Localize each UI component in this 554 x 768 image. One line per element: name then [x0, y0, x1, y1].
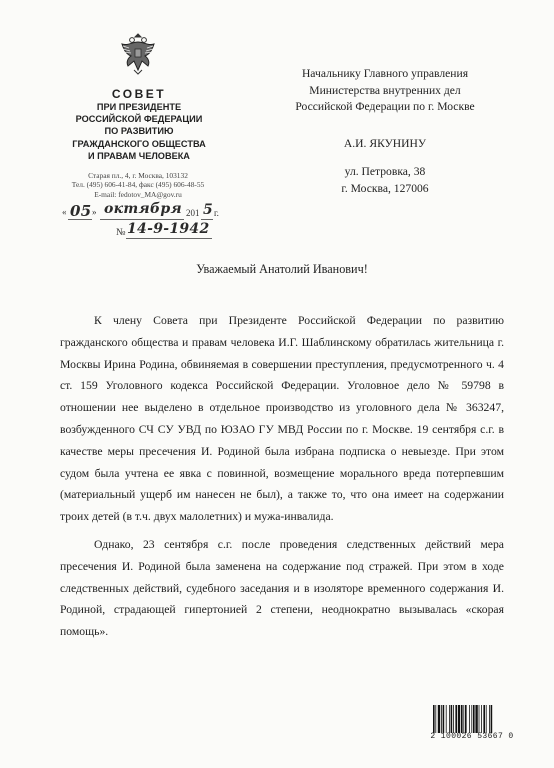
- addressee-block: [266, 66, 504, 197]
- addressee-street: ул. Петровка, 38: [344, 165, 426, 178]
- organization-line: РОССИЙСКОЙ ФЕДЕРАЦИИ: [75, 114, 203, 125]
- addressee-name: А.И. ЯКУНИНУ: [343, 136, 427, 150]
- addressee-position: Российской Федерации по г. Москве: [295, 100, 475, 113]
- addressee-city: г. Москва, 127006: [341, 181, 429, 195]
- date-month-underline: [100, 219, 184, 220]
- date-year-suffix: 5: [203, 202, 214, 218]
- date-day: 05: [70, 202, 92, 220]
- letter-number: [116, 221, 216, 241]
- letter-greeting: Уважаемый Анатолий Иванович!: [196, 262, 368, 276]
- organization-line: ПО РАЗВИТИЮ: [104, 126, 174, 137]
- contact-address: Старая пл., 4, г. Москва, 103132: [88, 171, 188, 180]
- date-year-prefix: 201: [186, 208, 200, 218]
- body-paragraph: Однако, 23 сентября с.г. после проведения следственных действий мера пресечения И. Родиной была заменена на содержание под стражей. При этом в ходе следственных действий, судебного заседания и в изоляторе временного содержания И. Родиной, страдающей гипертонией 2 степени, неоднократно вызывалась «скорая помощь».: [60, 537, 504, 639]
- organization-name: [52, 87, 226, 162]
- date-close-quote: »: [92, 207, 97, 217]
- barcode-number: 2 100026 53667 0: [430, 732, 514, 741]
- double-headed-eagle-emblem-icon: [118, 30, 158, 76]
- organization-line: ПРИ ПРЕЗИДЕНТЕ: [96, 102, 182, 112]
- organization-line: И ПРАВАМ ЧЕЛОВЕКА: [88, 150, 190, 161]
- addressee-position: Начальнику Главного управления: [301, 67, 469, 80]
- contact-email: E-mail: fedotov_MA@gov.ru: [94, 189, 182, 199]
- date-year-underline: [201, 219, 213, 220]
- organization-contacts: [40, 171, 236, 199]
- number-value: 14-9-1942: [127, 221, 210, 237]
- date-open-quote: «: [62, 207, 67, 217]
- body-paragraph: К члену Совета при Президенте Российской Федерации по развитию гражданского общества и правам человека И.Г. Шаблинскому обратилась жительница г. Москвы Ирина Родина, обвиняемая в совершении преступления, предусмотренного ч. 4 ст. 159 Уголовного кодекса Российской Федерации. Уголовное дело № 59798 в отношении нее выделено в отдельное производство из уголовного дела № 363247, возбужденного СЧ СУ УВД по ЮЗАО ГУ МВД России по г. Москве. 19 сентября с.г. в качестве меры пресечения И. Родиной была избрана подписка о невыезде. При этом судом была учтена ее явка с повинной, возмещение морального вреда потерпевшим (материальный ущерб им нанесен не был), а также то, что она имеет на содержании троих детей (в т.ч. двух малолетних) и мужа-инвалида.: [60, 314, 504, 524]
- letter-body: [60, 310, 504, 643]
- addressee-position: Министерства внутренних дел: [309, 83, 461, 97]
- date-year-unit: г.: [214, 208, 219, 218]
- number-sign: №: [116, 227, 126, 238]
- date-month: октября: [104, 201, 182, 217]
- organization-line: ГРАЖДАНСКОГО ОБЩЕСТВА: [72, 138, 206, 149]
- organization-title: СОВЕТ: [111, 87, 167, 101]
- number-underline: [126, 238, 212, 239]
- date-day-underline: [68, 219, 92, 220]
- contact-phone: Тел. (495) 606-41-84, факс (495) 606-48-55: [71, 180, 205, 190]
